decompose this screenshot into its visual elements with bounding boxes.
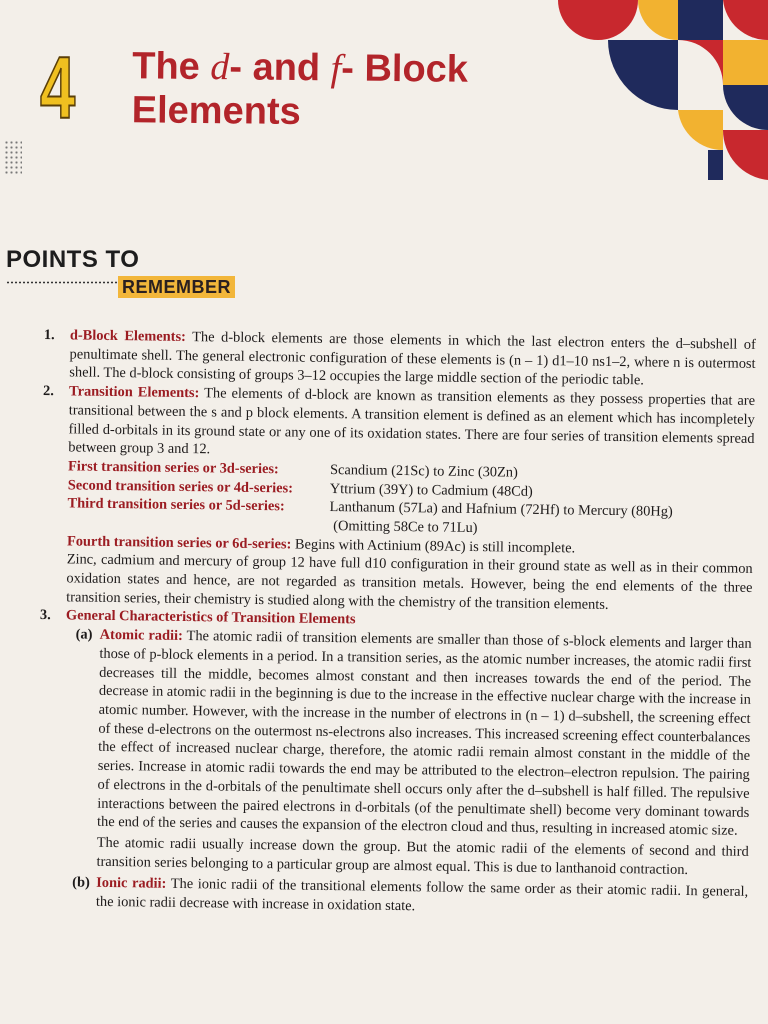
point-number: 1. — [43, 326, 55, 344]
point-text: The elements of d-block are known as transition elements as they possess properties that are transitional between the s and p block elements. A transition element is defined as an element which has incompletely filled d-orbitals in its ground state or any one of its oxidation states. There are four series of transition elements spread between group 3 and 12. — [68, 385, 756, 458]
chapter-title-line-2: Elements — [131, 89, 301, 134]
chapter-number: 4 — [40, 38, 76, 137]
section-heading-points-to: POINTS TO — [6, 246, 140, 273]
point-note: Zinc, cadmium and mercury of group 12 have full d10 configuration in their ground state as well as in their common oxidation states and hence, are not regarded as transition metals. However, being the end elements of the three transition series, their chemistry is studied along with the chemistry of the transition elements. — [66, 551, 753, 613]
title-part-d: d — [210, 46, 230, 89]
subpoint-text: The ionic radii of the transitional elements follow the same order as their atomic radii. In general, the ionic radii decrease with increase in oxidation state. — [95, 876, 749, 915]
point-1 — [43, 326, 756, 392]
title-part: - Block — [341, 47, 469, 91]
point-label: General Characteristics of Transition Elements — [65, 607, 356, 628]
main-content — [36, 326, 756, 921]
subpoint-label: Atomic radii: — [99, 626, 183, 645]
point-paragraph — [68, 382, 755, 466]
subpoint-b — [62, 874, 748, 921]
series-name: Fourth transition series or 6d-series: — [66, 533, 292, 553]
decorative-geometric-pattern — [538, 0, 768, 180]
section-heading-remember: REMEMBER — [118, 276, 235, 298]
series-name: Second transition series or 4d-series: — [67, 476, 294, 497]
decorative-dots — [4, 140, 22, 176]
title-part: The — [132, 45, 211, 89]
subpoint-a — [62, 626, 751, 881]
series-value: Begins with Actinium (89Ac) is still incomplete. — [294, 536, 576, 557]
point-text: The d-block elements are those elements in which the last electron enters the d–subshell of penultimate shell. The general electronic configuration of these elements is (n – 1) d1–10 ns1–2, where n is outermost shell. The d-block consisting of groups 3–12 occupies the large middle section of the periodic table. — [69, 329, 756, 389]
point-paragraph — [69, 326, 756, 392]
series-value: (Omitting 58Ce to 71Lu) — [333, 518, 478, 537]
point-label: Transition Elements: — [68, 383, 200, 402]
point-number: 2. — [42, 383, 54, 400]
point-3-subitems — [36, 625, 752, 920]
series-value: Scandium (21Sc) to Zinc (30Zn) — [329, 461, 518, 481]
subpoint-paragraph — [96, 874, 748, 921]
series-value: Lanthanum (57La) and Hafnium (72Hf) to Mercury (80Hg) — [329, 499, 673, 521]
series-name: First transition series or 3d-series: — [67, 458, 279, 478]
point-label: d-Block Elements: — [69, 327, 187, 345]
decorative-dotted-line — [6, 281, 118, 284]
subpoint-label: Ionic radii: — [96, 875, 167, 893]
chapter-title-line-1 — [132, 44, 468, 92]
point-2 — [40, 382, 755, 616]
title-part: - and — [229, 46, 331, 90]
series-value: Yttrium (39Y) to Cadmium (48Cd) — [329, 480, 533, 500]
point-number: 3. — [39, 607, 51, 624]
subpoint-paragraph-2: The atomic radii usually increase down the group. But the atomic radii of the elements of second and third transition series belonging to a particular group are almost equal. This is due to lanthanoid contraction. — [96, 834, 749, 878]
subpoint-text: The atomic radii of transition elements are smaller than those of s-block elements and larger than those of p-block elements in a period. In a transition series, as the atomic number increases, the atomic radii first decreases till the middle, becomes almost constant and then increases towards the end of the period. The decrease in atomic radii in the beginning is due to the increase in the effective nuclear charge with the increase in atomic number. However, with the increase in the number of electrons in (n – 1) d–subshell, the screening effect of these d-electrons on the outermost ns-electrons also increases. This increased screening effect counterbalances the effect of increased nuclear charge, therefore, the atomic radii remain almost constant in the middle of the series. Increase in atomic radii towards the end may be attributed to the electron–electron repulsion. The pairing of electrons in the d-orbitals of the penultimate shell occurs only after the d–subshell is half filled. The repulsive interactions between the paired electrons in d-orbitals (of the penultimate shell) become very dominant towards the end of the series and causes the expansion of the electron cloud and thus, resulting in increased atomic size. — [96, 628, 752, 839]
chapter-title — [132, 44, 469, 136]
subpoint-paragraph — [97, 626, 752, 841]
title-part-f: f — [330, 47, 342, 90]
series-name: Third transition series or 5d-series: — [67, 495, 285, 515]
subpoint-letter: (a) — [75, 626, 93, 643]
subpoint-letter: (b) — [72, 874, 90, 892]
